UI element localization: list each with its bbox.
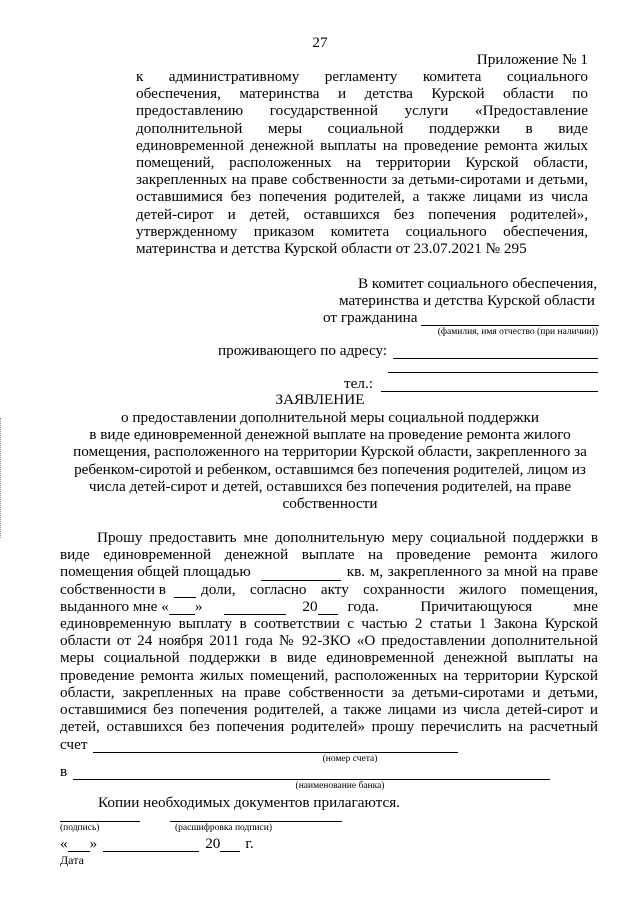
body-line: единовременную выплату в соответствии с частью 2 статьи 1 Закона Курской: [60, 615, 598, 633]
issued-month-field[interactable]: [224, 600, 286, 615]
appendix-line: обеспечения, материнства и детства Курской области по: [136, 85, 588, 103]
statement-subtitle: [40, 409, 620, 512]
account-number-field[interactable]: [93, 737, 458, 753]
appendix-line: предоставлению государственной услуги «Предоставление: [136, 102, 588, 120]
signature-decode-field[interactable]: [170, 821, 342, 822]
share-suffix: доли, согласно акту сохранности жилого помещения,: [200, 580, 598, 598]
bank-caption: (наименование банка): [295, 781, 385, 791]
address-label: проживающего по адресу:: [218, 342, 388, 359]
body-line: области, закрепленных на праве собственности за детьми-сиротами и детьми,: [60, 683, 598, 701]
issued-year-field[interactable]: [318, 600, 338, 615]
appendix-line: дополнительной меры социальной поддержки в виде: [136, 119, 588, 137]
date-row: [60, 835, 320, 852]
address-field-line-2[interactable]: [388, 372, 598, 373]
statement-title: ЗАЯВЛЕНИЕ: [275, 391, 365, 408]
date-year-prefix: 20: [205, 835, 221, 852]
appendix-line: детей-сирот и детей, оставшихся без попечения родителей»,: [136, 205, 588, 223]
attachments-text: Копии необходимых документов прилагаются.: [98, 794, 400, 811]
date-year-suffix: г.: [245, 835, 254, 852]
appendix-line: материнства и детства Курской области от 23.07.2021 № 295: [136, 240, 527, 258]
addressee-line-2: материнства и детства Курской области: [339, 292, 595, 309]
share-label: собственности в: [60, 580, 166, 598]
subtitle-line: числа детей-сирот и детей, оставшихся без попечения родителей, на праве: [88, 477, 572, 495]
area-field[interactable]: [261, 566, 341, 581]
body-line: Прошу предоставить мне дополнительную меру социальной поддержки в: [97, 529, 598, 546]
bank-label: в: [60, 763, 68, 780]
issued-quote-close: »: [194, 597, 203, 615]
appendix-line: закрепленных на праве собственности за детьми-сиротами и детьми,: [136, 171, 588, 189]
share-field[interactable]: [174, 583, 196, 598]
body-line: детей, оставшихся без попечения родителей» прошу перечислить на расчетный: [60, 718, 598, 736]
appendix-line: к административному регламенту комитета социального: [136, 68, 588, 85]
date-day-field[interactable]: [68, 837, 90, 852]
date-year-field[interactable]: [220, 837, 240, 852]
issued-label: выданного мне «: [60, 597, 169, 615]
body-line: проведение ремонта жилых помещений, расположенных на территории Курской: [60, 666, 598, 684]
subtitle-line: собственности: [282, 495, 378, 513]
citizen-name-field[interactable]: [421, 310, 599, 326]
phone-label: тел.:: [344, 375, 373, 392]
page-number: 27: [312, 34, 328, 51]
address-field[interactable]: [393, 343, 598, 359]
phone-field[interactable]: [381, 376, 598, 392]
signature-decode-caption: (расшифровка подписи): [175, 823, 272, 833]
signature-caption: (подпись): [60, 823, 100, 833]
fio-caption: (фамилия, имя отчество (при наличии)): [437, 327, 598, 337]
phone-row: [344, 375, 598, 392]
issued-year-prefix: 20: [302, 597, 318, 615]
area-suffix: кв. м, закрепленного за мной на праве: [346, 563, 598, 581]
date-month-field[interactable]: [103, 837, 199, 852]
subtitle-line: о предоставлении дополнительной меры социальной поддержки: [121, 409, 539, 426]
subtitle-line: ребенком-сиротой и ребенком, оставшимся без попечения родителей, лицом из: [74, 460, 586, 478]
appendix-title: Приложение № 1: [476, 51, 588, 68]
bank-row: [60, 763, 550, 780]
body-line: оставшимися без попечения родителей, а также лицами из числа детей-сирот и: [60, 701, 598, 719]
signature-field[interactable]: [60, 821, 140, 822]
date-quote-open: «: [60, 835, 68, 852]
subtitle-line: в виде единовременной денежной выплате на проведение ремонта жилого: [89, 426, 571, 444]
addressee-line-1: В комитет социального обеспечения,: [358, 275, 598, 292]
body-line-area: [60, 563, 598, 580]
area-label: помещения общей площадью: [60, 563, 251, 581]
appendix-line: помещений, расположенных на территории Курской области,: [136, 154, 588, 172]
body-line: меры социальной поддержки в виде единовременной денежной выплаты на: [60, 649, 598, 667]
body-line: виде единовременной денежной выплате на проведение ремонта жилого: [60, 546, 598, 564]
address-row: [218, 342, 598, 359]
from-citizen-row: [323, 309, 599, 326]
bank-name-field[interactable]: [73, 764, 550, 780]
appendix-line: утвержденному приказом комитета социального обеспечения,: [136, 222, 588, 240]
from-label: от гражданина: [323, 309, 418, 326]
scan-edge-mark: [0, 418, 4, 538]
appendix-line: оставшимися без попечения родителей, а также лицами из числа: [136, 188, 588, 206]
account-label: счет: [60, 736, 88, 753]
appendix-text: [136, 68, 588, 257]
account-caption: (номер счета): [322, 754, 378, 764]
body-line-issued: [60, 598, 598, 615]
subtitle-line: помещения, расположенного на территории Курской области, закрепленного за: [73, 443, 587, 461]
issued-suffix: года. Причитающуюся мне: [347, 597, 598, 615]
account-row: [60, 736, 458, 753]
date-caption: Дата: [60, 853, 84, 867]
issued-day-field[interactable]: [169, 600, 195, 615]
body-line-share: [60, 581, 598, 598]
appendix-line: единовременной денежной выплаты на проведение ремонта жилых: [136, 136, 588, 154]
statement-body: [60, 529, 598, 735]
date-quote-close: »: [89, 835, 98, 852]
body-line: области от 24 ноября 2011 года № 92-ЗКО «О предоставлении дополнительной: [60, 632, 598, 650]
